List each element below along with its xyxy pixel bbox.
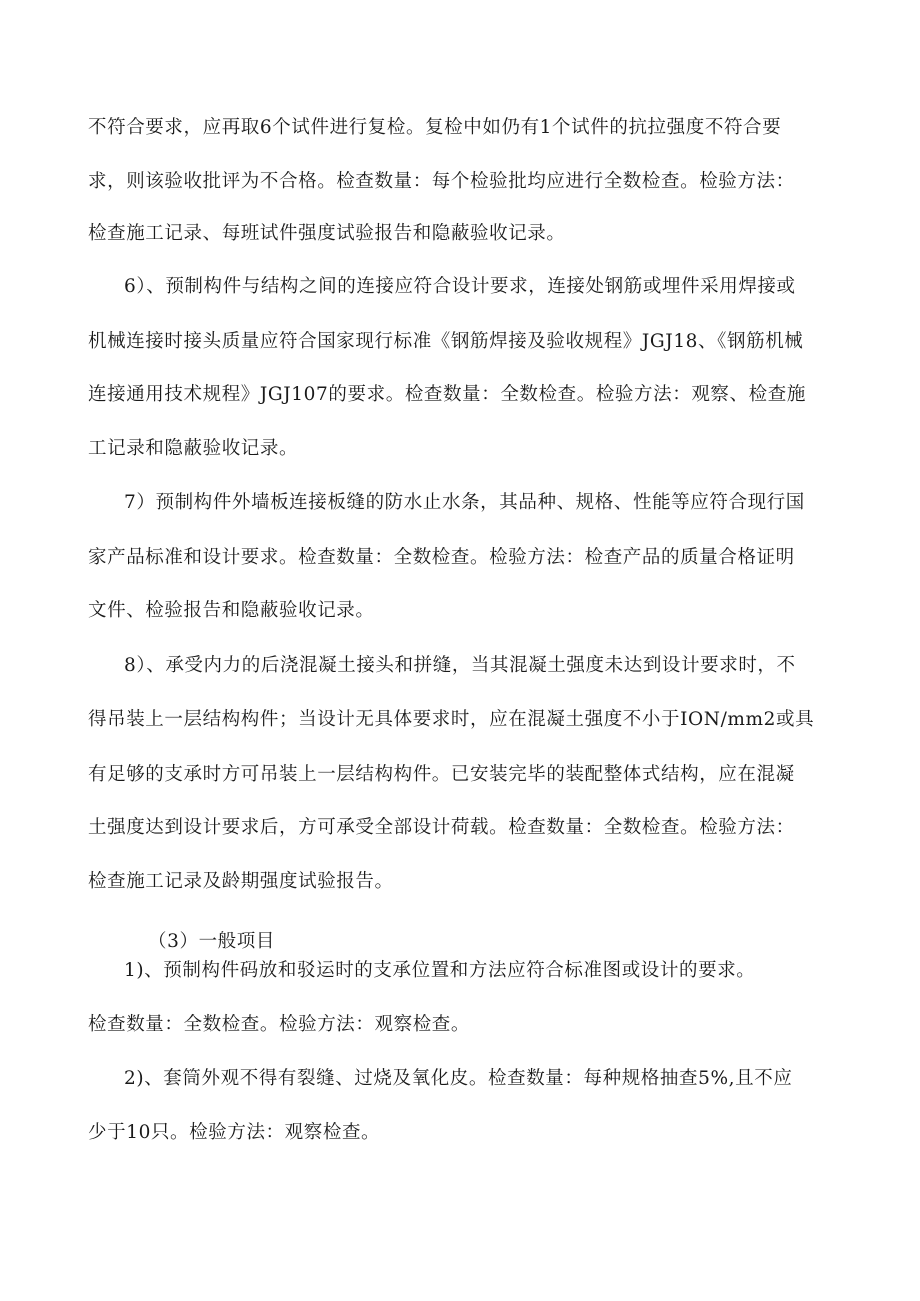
text-line: 机械连接时接头质量应符合国家现行标准《钢筋焊接及验收规程》JGJ18、《钢筋机械 [88,331,804,352]
paragraph-7-start: 7）预制构件外墙板连接板缝的防水止水条，其品种、规格、性能等应符合现行国 [124,492,805,513]
paragraph-6-start: 6）、预制构件与结构之间的连接应符合设计要求，连接处钢筋或埋件采用焊接或 [124,276,796,297]
text-line: 家产品标准和设计要求。检查数量：全数检查。检验方法：检查产品的质量合格证明 [88,547,795,568]
text-line: 土强度达到设计要求后，方可承受全部设计荷载。检查数量：全数检查。检验方法： [88,817,795,838]
section-heading-general-items: （3）一般项目 [148,931,275,952]
text-line: 求，则该验收批评为不合格。检查数量：每个检验批均应进行全数检查。检验方法： [88,171,795,192]
paragraph-1-start: 1)、预制构件码放和驳运时的支承位置和方法应符合标准图或设计的要求。 [124,960,756,981]
text-line: 得吊装上一层结构构件；当设计无具体要求时，应在混凝土强度不小于ION/mm2或具 [88,709,815,730]
text-line: 不符合要求，应再取6个试件进行复检。复检中如仍有1个试件的抗拉强度不符合要 [88,117,782,138]
text-line: 少于10只。检验方法：观察检查。 [88,1122,381,1143]
text-line: 有足够的支承时方可吊装上一层结构构件。已安装完毕的装配整体式结构，应在混凝 [88,764,795,785]
text-line: 检查施工记录、每班试件强度试验报告和隐蔽验收记录。 [88,223,566,244]
paragraph-2-start: 2)、套筒外观不得有裂缝、过烧及氧化皮。检查数量：每种规格抽查5%,且不应 [124,1068,793,1089]
text-line: 连接通用技术规程》JGJ107的要求。检查数量：全数检查。检验方法：观察、检查施 [88,384,806,405]
text-line: 检查数量：全数检查。检验方法：观察检查。 [88,1014,471,1035]
text-line: 文件、检验报告和隐蔽验收记录。 [88,600,375,621]
paragraph-8-start: 8）、承受内力的后浇混凝土接头和拼缝，当其混凝土强度未达到设计要求时，不 [124,655,796,676]
text-line: 工记录和隐蔽验收记录。 [88,438,299,459]
text-line: 检查施工记录及龄期强度试验报告。 [88,871,394,892]
